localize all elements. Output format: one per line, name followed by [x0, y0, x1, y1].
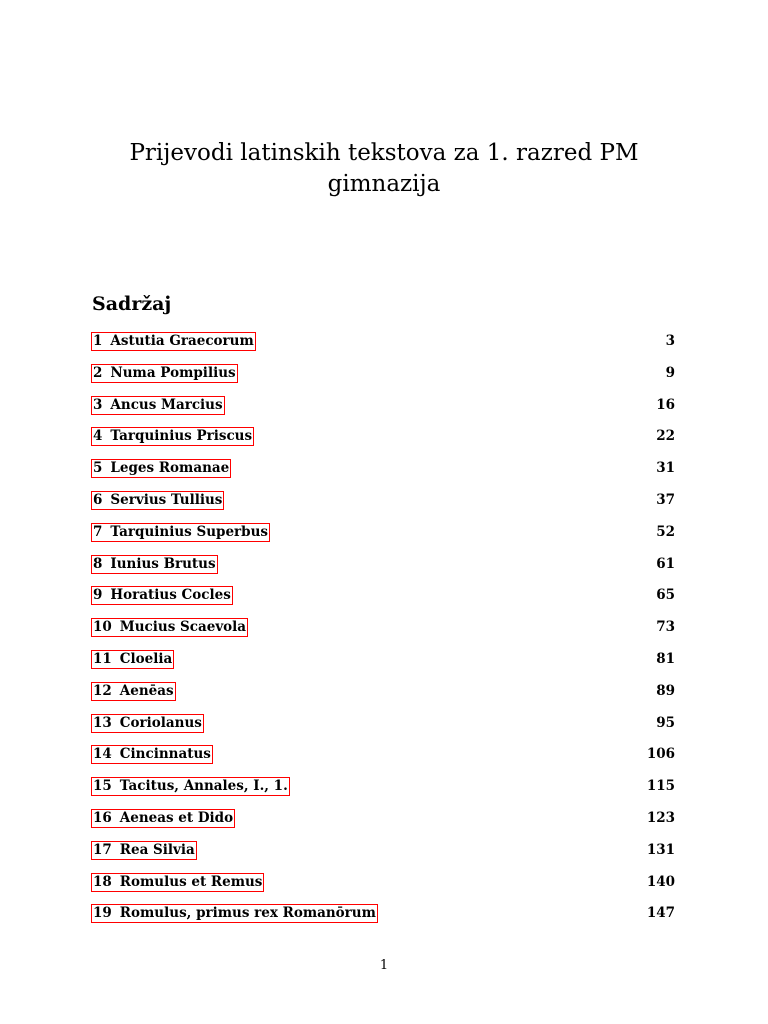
toc-entry-link[interactable]: [91, 841, 197, 860]
toc-entry-title: Leges Romanae: [110, 460, 230, 477]
toc-entry-link[interactable]: [91, 873, 264, 892]
toc-entry: [91, 809, 675, 841]
toc-entry-link[interactable]: [91, 491, 224, 510]
toc-entry-link[interactable]: [91, 364, 238, 383]
toc-entry-page: 81: [656, 650, 675, 667]
toc-entry-page: 140: [646, 873, 675, 890]
toc-entry-title: Iunius Brutus: [110, 555, 216, 572]
toc-entry-link[interactable]: [91, 586, 233, 605]
toc-entry-number: 6: [93, 491, 103, 508]
toc-entry-title: Astutia Graecorum: [110, 333, 254, 349]
toc-entry-page: 65: [656, 587, 675, 604]
toc-entry: [91, 682, 675, 714]
toc-entry-page: 147: [646, 905, 675, 922]
toc-entry-page: 73: [656, 619, 675, 636]
toc-entry: [91, 364, 675, 396]
toc-heading: Sadržaj: [92, 293, 172, 315]
toc-entry: [91, 904, 675, 936]
toc-entry: [91, 841, 675, 873]
toc-entry-link[interactable]: [91, 427, 254, 446]
toc-entry-page: 115: [646, 778, 675, 795]
toc-entry-number: 12: [93, 682, 112, 699]
toc-entry-link[interactable]: [91, 618, 248, 637]
toc-entry-title: Tarquinius Superbus: [110, 523, 269, 540]
toc-entry-number: 2: [93, 364, 103, 381]
toc-entry: [91, 523, 675, 555]
toc-entry-number: 9: [93, 587, 103, 604]
toc-entry-page: 89: [656, 682, 675, 699]
toc-entry-page: 37: [656, 491, 675, 508]
toc-entry-link[interactable]: [91, 396, 225, 415]
toc-entry-page: 61: [656, 555, 675, 572]
toc-entry-number: 10: [93, 619, 112, 636]
toc-entry-number: 5: [93, 460, 103, 477]
toc-entry-link[interactable]: [91, 714, 204, 733]
toc-entry-title: Rea Silvia: [119, 841, 195, 858]
toc-entry: [91, 618, 675, 650]
toc-entry-title: Coriolanus: [119, 714, 202, 731]
toc-entry-title: Mucius Scaevola: [119, 619, 247, 636]
toc-entry-page: 95: [656, 714, 675, 731]
toc-entry-title: Romulus et Remus: [119, 873, 263, 890]
toc-entry-number: 16: [93, 809, 112, 826]
toc-entry-title: Aeneas et Dido: [119, 809, 234, 826]
toc-entry-title: Romulus, primus rex Romanōrum: [119, 905, 376, 922]
toc-entry: [91, 491, 675, 523]
toc-entry-link[interactable]: [91, 555, 218, 574]
table-of-contents: [91, 332, 675, 936]
toc-entry: [91, 777, 675, 809]
toc-entry: [91, 459, 675, 491]
toc-entry-link[interactable]: [91, 459, 231, 478]
toc-entry-title: Numa Pompilius: [110, 364, 236, 381]
toc-entry-link[interactable]: [91, 523, 270, 542]
toc-entry: [91, 555, 675, 587]
toc-entry-number: 14: [93, 746, 112, 763]
page-number: 1: [379, 958, 389, 973]
toc-entry-page: 16: [656, 396, 675, 413]
toc-entry-page: 31: [656, 460, 675, 477]
toc-entry-number: 1: [93, 333, 103, 349]
toc-entry-link[interactable]: [91, 904, 378, 923]
toc-entry-page: 22: [656, 428, 675, 445]
toc-entry-page: 3: [665, 333, 675, 349]
toc-entry-number: 7: [93, 523, 103, 540]
toc-entry-title: Horatius Cocles: [110, 587, 231, 604]
toc-entry: [91, 332, 675, 364]
toc-entry: [91, 427, 675, 459]
toc-entry: [91, 714, 675, 746]
toc-entry-number: 11: [93, 650, 112, 667]
toc-entry-page: 9: [665, 364, 675, 381]
toc-entry-link[interactable]: [91, 332, 256, 351]
toc-entry: [91, 873, 675, 905]
toc-entry: [91, 396, 675, 428]
document-title: [0, 138, 768, 200]
toc-entry-number: 13: [93, 714, 112, 731]
toc-entry-link[interactable]: [91, 777, 290, 796]
toc-entry-title: Tacitus, Annales, I., 1.: [119, 778, 288, 795]
toc-entry-number: 3: [93, 396, 103, 413]
toc-entry-page: 131: [646, 841, 675, 858]
toc-entry-number: 17: [93, 841, 112, 858]
toc-entry-title: Tarquinius Priscus: [110, 428, 253, 445]
document-title-line-2: gimnazija: [327, 171, 441, 197]
toc-entry-title: Cincinnatus: [119, 746, 211, 763]
toc-entry-page: 106: [646, 746, 675, 763]
document-title-line-1: Prijevodi latinskih tekstova za 1. razred PM: [129, 140, 639, 166]
toc-entry-page: 123: [646, 809, 675, 826]
toc-entry-number: 18: [93, 873, 112, 890]
toc-entry: [91, 586, 675, 618]
toc-entry-number: 8: [93, 555, 103, 572]
toc-entry-page: 52: [656, 523, 675, 540]
toc-entry-link[interactable]: [91, 650, 174, 669]
toc-entry-title: Cloelia: [119, 650, 173, 667]
toc-entry-link[interactable]: [91, 682, 176, 701]
toc-entry-title: Aenēas: [119, 682, 174, 699]
toc-entry-title: Servius Tullius: [110, 491, 223, 508]
toc-entry: [91, 745, 675, 777]
toc-entry-number: 15: [93, 778, 112, 795]
toc-entry-number: 19: [93, 905, 112, 922]
toc-entry-title: Ancus Marcius: [110, 396, 223, 413]
toc-entry-link[interactable]: [91, 745, 213, 764]
toc-entry-number: 4: [93, 428, 103, 445]
toc-entry: [91, 650, 675, 682]
toc-entry-link[interactable]: [91, 809, 235, 828]
